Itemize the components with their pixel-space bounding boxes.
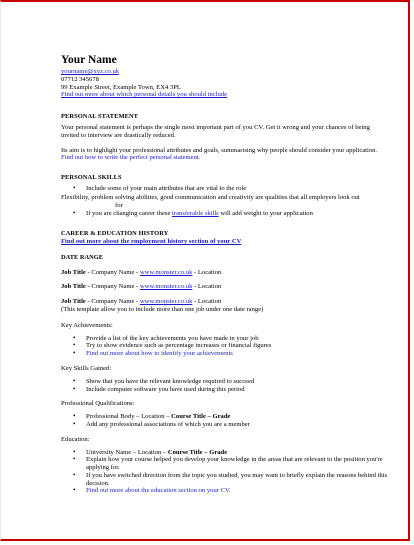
university-name: University Name – Location – (86, 448, 168, 456)
personal-details-link[interactable]: Find out more about which personal details you should include (61, 91, 228, 99)
personal-skills-line2-cont-text: for (115, 201, 123, 209)
list-item: • If you have switched direction from the topic you studied, you may want to briefly explain the reasons behind this decision. (61, 472, 389, 488)
job-location: - Location (192, 268, 222, 276)
career-heading: CAREER & EDUCATION HISTORY (61, 230, 169, 238)
personal-statement-heading: PERSONAL STATEMENT (61, 113, 139, 121)
personal-statement-para2-text: Its aim is to highlight your professional attributes and goals, summarising why people should consider your application. (61, 146, 378, 154)
achievements-link[interactable]: Find out more about how to identify your achievements (86, 350, 233, 358)
template-note: (This template allow you to include more than one job under one date range) (61, 305, 264, 313)
list-item: • Provide a list of the key achievements you have made in your job (61, 335, 389, 343)
list-item: • Show that you have the relevant knowledge required to succeed (61, 378, 389, 386)
personal-skills-list-2 (61, 210, 389, 218)
personal-skills-heading: PERSONAL SKILLS (61, 174, 122, 182)
company-website-link[interactable]: www.monster.co.uk (139, 268, 193, 276)
list-item: • Explain how your course helped you develop your knowledge in the areas that are relevant to the position you're applying for. (61, 456, 389, 472)
cv-content (61, 54, 389, 500)
company-website-link[interactable]: www.monster.co.uk (139, 298, 193, 306)
key-achievements-heading: Key Achievements: (61, 321, 113, 329)
list-item (61, 413, 389, 421)
qualification-course: Course Title – Grade (171, 413, 231, 421)
email-link[interactable]: yourname@xyz.co.uk (61, 68, 120, 75)
list-item (61, 210, 389, 218)
education-list (61, 449, 389, 496)
job-title: Job Title (61, 298, 86, 306)
job-entry-3 (61, 298, 389, 306)
personal-statement-para1: Your personal statement is perhaps the single most important part of you CV. Get it wrong and your chances of being invited to interview are drastically reduced. (61, 123, 370, 139)
job-company: - Company Name - (85, 283, 140, 291)
list-item: • Try to show evidence such as percentage increases or financial figures (61, 342, 389, 350)
job-title: Job Title (61, 268, 86, 276)
job-company: - Company Name - (85, 298, 140, 306)
list-item: • Include computer software you have used during this period (61, 386, 389, 394)
list-item (61, 487, 389, 495)
personal-statement-para2 (61, 147, 389, 163)
education-heading: Education: (61, 435, 90, 443)
company-website-link[interactable]: www.monster.co.uk (139, 283, 193, 291)
employment-history-link[interactable]: Find out more about the employment history section of your CV (61, 237, 242, 245)
list-item (61, 449, 389, 457)
job-location: - Location (192, 298, 222, 306)
phone-number: 07712 345678 (61, 75, 99, 83)
personal-skills-line2: Flexibility, problem solving abilities, good communication and creativity are qualities that all employers look out (61, 193, 360, 201)
list-item (61, 350, 389, 358)
job-title: Job Title (61, 283, 86, 291)
qualifications-list (61, 413, 389, 429)
address: 99 Example Street, Example Town, EX4 3PL (61, 83, 181, 91)
personal-skills-line2-cont (61, 202, 389, 210)
job-entry-1 (61, 269, 389, 277)
personal-skills-list (61, 185, 389, 193)
job-entry-2 (61, 283, 389, 291)
date-range-heading: DATE RANGE (61, 253, 103, 261)
qualifications-heading: Professional Qualifications: (61, 400, 135, 408)
qualification-body: Professional Body – Location – (86, 413, 172, 421)
skills-gained-list (61, 378, 389, 394)
bullet3-after: will add weight to your application (220, 210, 313, 218)
list-item: • Include some of your main attributes that are vital to the role (61, 185, 389, 193)
job-location: - Location (192, 283, 222, 291)
education-course: Course Title – Grade (167, 448, 228, 456)
personal-statement-link[interactable]: Find out how to write the perfect personal statement. (61, 154, 201, 162)
job-company: - Company Name - (85, 268, 140, 276)
transferable-skills-link[interactable]: transferable skills (172, 210, 219, 218)
list-item: • Add any professional associations of which you are a member (61, 421, 389, 429)
key-skills-heading: Key Skills Gained: (61, 364, 112, 372)
education-link[interactable]: Find out more about the education section on your CV. (86, 487, 231, 495)
candidate-name: Your Name (61, 54, 117, 66)
bullet3-before: If you are changing career these (86, 210, 171, 218)
achievements-list (61, 335, 389, 358)
